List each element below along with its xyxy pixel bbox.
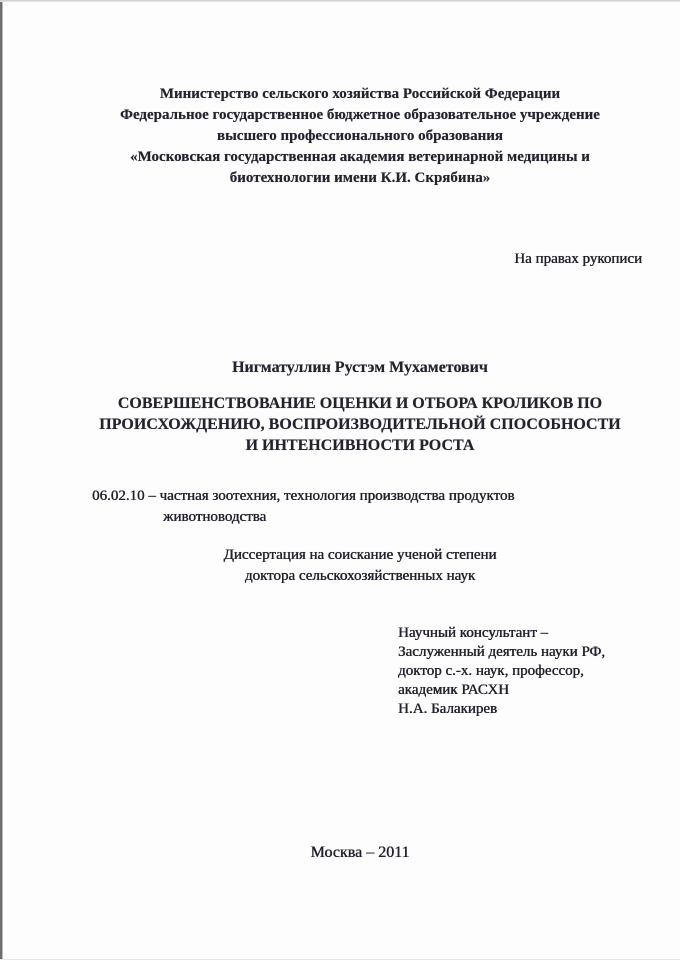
- institution-line-4: «Московская государственная академия ветеринарной медицины и: [130, 149, 590, 165]
- consultant-academician-line: академик РАСХН: [398, 682, 510, 698]
- institution-line-3: высшего профессионального образования: [216, 128, 503, 144]
- specialty-continuation-line: животноводства: [163, 509, 267, 525]
- institution-header: [85, 84, 635, 189]
- title-line-2: ПРОИСХОЖДЕНИЮ, ВОСПРОИЗВОДИТЕЛЬНОЙ СПОСОБНОСТИ: [99, 416, 621, 433]
- degree-line-2: доктора сельскохозяйственных наук: [244, 568, 476, 584]
- city-year: Москва – 2011: [310, 844, 410, 861]
- manuscript-rights-note: На правах рукописи: [514, 251, 642, 267]
- consultant-degree-line: доктор с.-х. наук, профессор,: [398, 663, 584, 679]
- degree-line-1: Диссертация на соискание ученой степени: [223, 547, 497, 563]
- dissertation-title: [85, 393, 635, 456]
- title-line-3: И ИНТЕНСИВНОСТИ РОСТА: [245, 437, 475, 454]
- consultant-honor-line: Заслуженный деятель науки РФ,: [398, 644, 606, 660]
- title-line-1: СОВЕРШЕНСТВОВАНИЕ ОЦЕНКИ И ОТБОРА КРОЛИКОВ ПО: [117, 395, 603, 412]
- author-name: Нигматуллин Рустэм Мухаметович: [232, 359, 488, 376]
- institution-line-1: Министерство сельского хозяйства Российской Федерации: [159, 86, 561, 102]
- consultant-block: [398, 624, 605, 719]
- specialty-code-line: 06.02.10 – частная зоотехния, технология производства продуктов: [92, 488, 515, 504]
- scan-top-edge: [0, 0, 680, 2]
- institution-line-2: Федеральное государственное бюджетное образовательное учреждение: [120, 107, 600, 123]
- specialty-block: [92, 486, 514, 528]
- scan-left-edge: [0, 0, 3, 960]
- consultant-person-name: Н.А. Балакирев: [398, 701, 498, 717]
- degree-block: [85, 545, 635, 587]
- consultant-label-line: Научный консультант –: [398, 625, 548, 641]
- institution-line-5: биотехнологии имени К.И. Скрябина»: [229, 170, 491, 186]
